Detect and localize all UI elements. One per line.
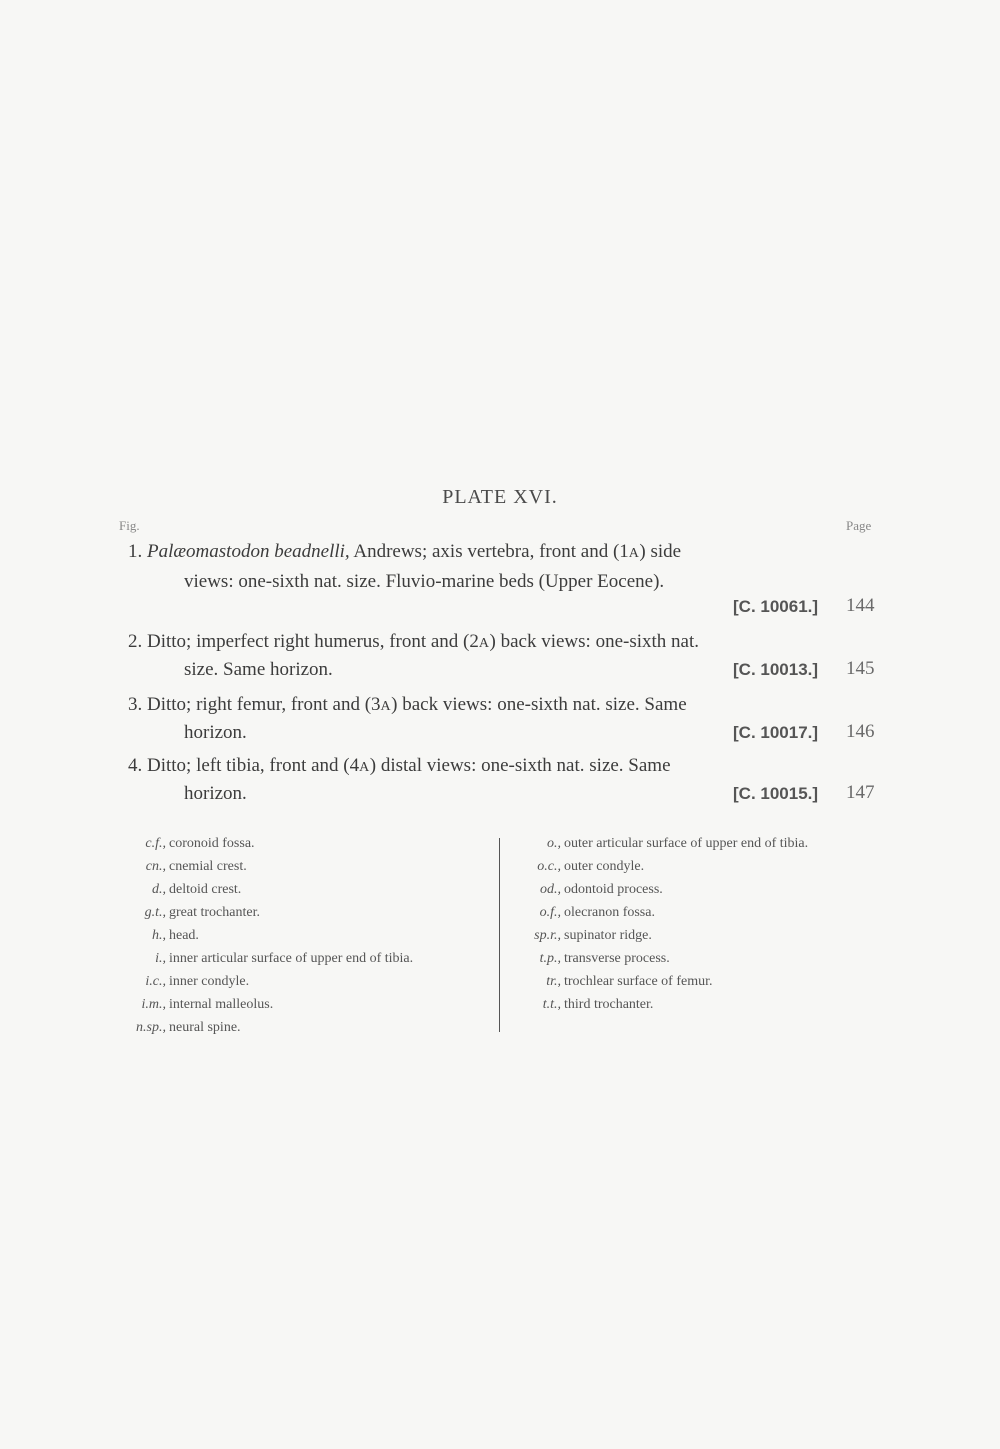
entry-2-specimen-number: [C. 10013.]: [733, 660, 819, 679]
legend-abbreviation: i.c.,: [145, 974, 166, 989]
legend-divider: [499, 838, 500, 1032]
entry-3-number: 3.: [128, 694, 143, 715]
entry-3-text-a: Ditto; right femur, front and (3: [142, 694, 381, 715]
legend-abbreviation: i.m.,: [141, 997, 166, 1012]
entry-2-number: 2.: [128, 631, 143, 652]
entry-1-text-b: ) side: [639, 541, 682, 562]
legend-description: great trochanter.: [169, 905, 260, 920]
legend-abbreviation: tr.,: [546, 974, 561, 989]
entry-1-text-a: Andrews; axis vertebra, front and (1: [349, 541, 629, 562]
entry-4-text-a: Ditto; left tibia, front and (4: [142, 755, 360, 776]
entry-1-page-number: 144: [846, 595, 875, 616]
legend-description: inner condyle.: [169, 974, 250, 989]
legend-description: cnemial crest.: [169, 859, 247, 874]
legend-abbreviation: n.sp.,: [136, 1020, 166, 1035]
legend-description: internal malleolus.: [169, 997, 274, 1012]
legend-abbreviation: i.,: [155, 951, 166, 966]
legend-abbreviation: t.t.,: [542, 997, 561, 1012]
entry-1-species: Palæomastodon beadnelli,: [147, 541, 350, 562]
legend-abbreviation: d.,: [152, 882, 166, 897]
entry-3-letter: A: [380, 699, 392, 714]
entry-3-page-number: 146: [846, 721, 875, 742]
entry-2-text-a: Ditto; imperfect right humerus, front and (2: [142, 631, 479, 652]
entry-4-letter: A: [359, 760, 370, 775]
entry-2-line-1: [128, 631, 699, 653]
legend-description: outer articular surface of upper end of tibia.: [564, 836, 809, 851]
entry-1-letter: A: [628, 546, 640, 561]
entry-4-number: 4.: [128, 755, 143, 776]
legend-description: head.: [169, 928, 199, 943]
fig-column-heading: Fig.: [119, 518, 140, 533]
legend-abbreviation: g.t.,: [144, 905, 166, 920]
entry-4-line-2: horizon.: [184, 783, 247, 804]
legend-abbreviation: c.f.,: [145, 836, 166, 851]
entry-3-specimen-number: [C. 10017.]: [733, 723, 819, 742]
entry-3-line-2: horizon.: [184, 722, 247, 743]
entry-4-page-number: 147: [846, 782, 875, 803]
entry-2-line-2: size. Same horizon.: [184, 659, 333, 680]
legend-description: supinator ridge.: [564, 928, 652, 943]
legend-description: third trochanter.: [564, 997, 654, 1012]
entry-4-text-b: ) distal views: one-sixth nat. size. Same: [369, 755, 671, 776]
legend-abbreviation: o.,: [547, 836, 561, 851]
legend-description: transverse process.: [564, 951, 670, 966]
entry-1-line-1: [128, 541, 681, 563]
legend-description: trochlear surface of femur.: [564, 974, 713, 989]
legend-abbreviation: sp.r.,: [534, 928, 561, 943]
legend-abbreviation: t.p.,: [539, 951, 561, 966]
legend-description: neural spine.: [169, 1020, 241, 1035]
legend-abbreviation: o.c.,: [537, 859, 561, 874]
entry-4-specimen-number: [C. 10015.]: [733, 784, 819, 803]
legend-abbreviation: cn.,: [145, 859, 166, 874]
legend-description: olecranon fossa.: [564, 905, 655, 920]
legend-description: odontoid process.: [564, 882, 663, 897]
legend-abbreviation: h.,: [152, 928, 166, 943]
plate-title: PLATE XVI.: [442, 486, 558, 508]
legend-abbreviation: od.,: [540, 882, 561, 897]
legend-description: coronoid fossa.: [169, 836, 255, 851]
entry-4-line-1: [128, 755, 671, 777]
entry-2-page-number: 145: [846, 658, 875, 679]
entry-2-text-b: ) back views: one-sixth nat.: [489, 631, 699, 652]
entry-1-line-2: views: one-sixth nat. size. Fluvio-marine beds (Upper Eocene).: [184, 571, 665, 592]
entry-1-specimen-number: [C. 10061.]: [733, 597, 819, 616]
legend-abbreviation: o.f.,: [539, 905, 561, 920]
entry-3-text-b: ) back views: one-sixth nat. size. Same: [391, 694, 687, 715]
legend-description: inner articular surface of upper end of tibia.: [169, 951, 414, 966]
legend-description: outer condyle.: [564, 859, 645, 874]
entry-3-line-1: [128, 694, 687, 716]
entry-1-number: 1.: [128, 541, 143, 562]
legend-description: deltoid crest.: [169, 882, 242, 897]
entry-2-letter: A: [478, 636, 490, 651]
page-column-heading: Page: [846, 518, 872, 533]
